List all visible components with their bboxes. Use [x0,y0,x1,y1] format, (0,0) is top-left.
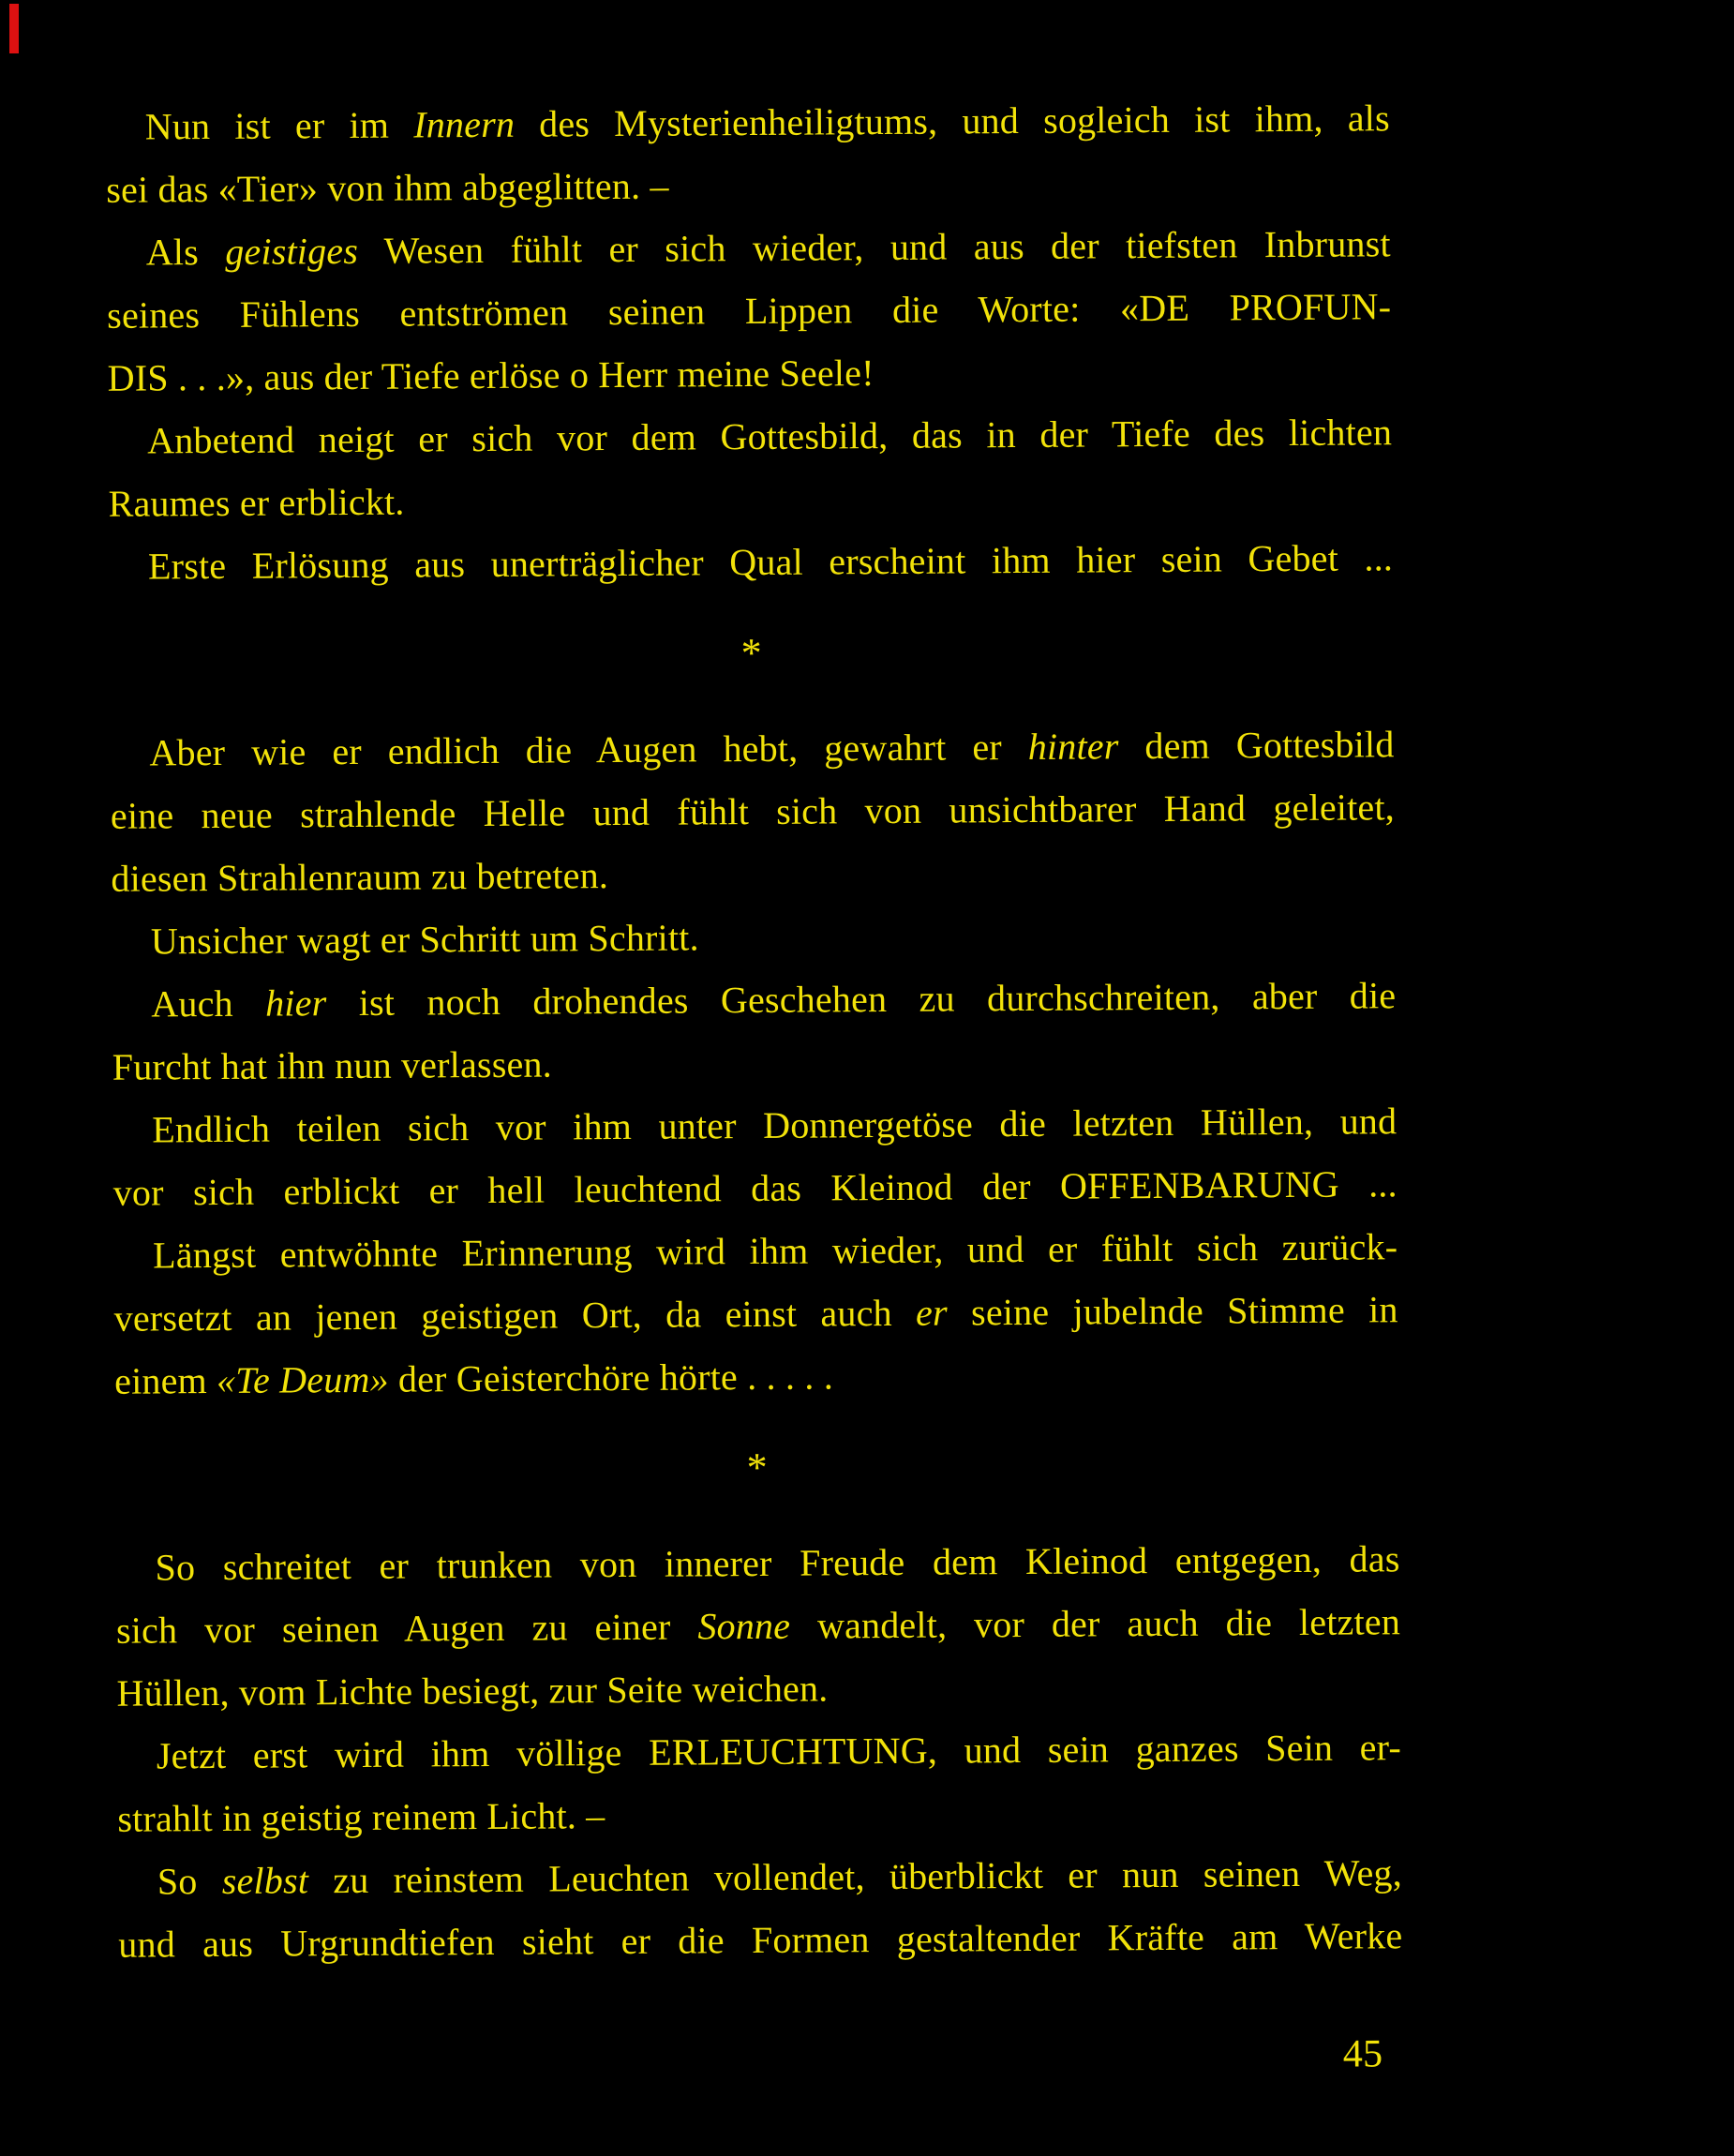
text-segment: Erste Erlösung aus unerträglicher Qual erscheint ihm hier sein Gebet ... [147,536,1394,588]
text-segment: Endlich teilen sich vor ihm unter Donnergetöse die letzten Hüllen, und [152,1100,1398,1151]
text-segment: seines Fühlens entströmen seinen Lippen die Worte: «DE PROFUN- [107,285,1392,337]
text-segment: sich vor seinen Augen zu einer [115,1605,698,1652]
text-segment: So [157,1859,222,1903]
text-line-11 [111,775,1395,847]
text-line-26 [117,1778,1401,1850]
italic-text-segment: Sonne [697,1604,791,1648]
text-segment: Anbetend neigt er sich vor dem Gottesbild, das in der Tiefe des lichten [146,411,1393,462]
italic-text-segment: «Te Deum» [216,1357,389,1402]
italic-text-segment: geistiges [225,229,359,273]
text-line-15 [112,1026,1397,1099]
italic-text-segment: hier [264,981,327,1025]
text-line-22 [115,1527,1399,1599]
text-segment: sei das «Tier» von ihm abgeglitten. – [106,164,669,211]
text-segment: Jetzt erst wird ihm völlige ERLEUCHTUNG, und sein ganzes Sein er- [156,1726,1402,1777]
text-segment: des Mysterienheiligtums, und sogleich ist ihm, als [514,97,1390,145]
text-segment: Raumes er erblickt. [108,480,405,525]
text-line-13 [112,901,1396,973]
text-segment: Nun ist er im [144,103,414,148]
text-line-5 [107,337,1391,410]
separator-asterisk: * [746,1444,769,1491]
text-line-3 [107,212,1391,284]
italic-text-segment: selbst [221,1859,309,1902]
italic-text-segment: Innern [413,102,516,146]
text-segment: Wesen fühlt er sich wieder, und aus der tiefsten Inbrunst [357,222,1391,272]
text-segment: vor sich erblickt er hell leuchtend das Kleinod der OFFENBARUNG ... [112,1162,1398,1214]
text-line-12 [111,838,1395,910]
text-segment: Längst entwöhnte Erinnerung wird ihm wieder, und er fühlt sich zurück- [153,1225,1398,1277]
red-scan-artifact [9,4,19,53]
text-segment: diesen Strahlenraum zu betreten. [111,854,609,900]
text-line-7 [108,463,1392,535]
text-segment: So schreitet er trunken von innerer Freude dem Kleinod entgegen, das [155,1537,1400,1589]
text-line-20 [114,1340,1398,1413]
separator-asterisk: * [740,629,763,677]
text-segment: DIS . . .», aus der Tiefe erlöse o Herr meine Seele! [107,352,874,399]
text-segment: Als [145,230,226,274]
text-line-14 [112,964,1396,1036]
text-line-28 [118,1904,1402,1976]
text-segment: und aus Urgrundtiefen sieht er die Formen gestaltender Kräfte am Werke [118,1914,1403,1966]
text-segment: Hüllen, vom Lichte besiegt, zur Seite weichen. [116,1667,829,1714]
text-line-23 [116,1590,1400,1662]
text-line-2 [106,149,1390,221]
text-line-27 [118,1841,1402,1913]
text-line-1 [106,86,1390,158]
text-line-25 [117,1715,1401,1788]
text-column [106,86,1404,2095]
italic-text-segment: er [915,1291,948,1334]
text-segment: Aber wie er endlich die Augen hebt, gewahrt er [149,725,1028,774]
text-segment: Auch [151,981,266,1026]
text-line-17 [113,1152,1398,1224]
text-line-18 [113,1215,1398,1287]
page-number: 45 [1342,2032,1383,2076]
text-line-4 [107,275,1391,347]
text-line-6 [108,400,1392,472]
italic-text-segment: hinter [1027,725,1119,768]
text-segment: seine jubelnde Stimme in [947,1288,1398,1334]
text-line-19 [113,1278,1398,1350]
text-line-8 [109,526,1393,598]
text-segment: wandelt, vor der auch die letzten [789,1600,1401,1647]
text-segment: Furcht hat ihn nun verlassen. [112,1042,552,1088]
text-segment: der Geisterchöre hörte . . . . . [388,1355,834,1400]
text-segment: einem [113,1359,217,1402]
text-segment: Unsicher wagt er Schritt um Schritt. [150,916,699,963]
text-segment: strahlt in geistig reinem Licht. – [117,1794,605,1840]
text-segment: versetzt an jenen geistigen Ort, da einst auch [113,1291,917,1340]
text-segment: ist noch drohendes Geschehen zu durchschreiten, aber die [326,974,1397,1025]
text-line-16 [112,1089,1397,1161]
text-line-24 [116,1653,1400,1725]
text-segment: dem Gottesbild [1118,723,1395,768]
text-segment: zu reinstem Leuchten vollendet, überblickt er nun seinen Weg, [307,1851,1402,1902]
text-line-10 [110,712,1394,785]
text-segment: eine neue strahlende Helle und fühlt sich von unsichtbarer Hand geleitet, [110,786,1396,837]
